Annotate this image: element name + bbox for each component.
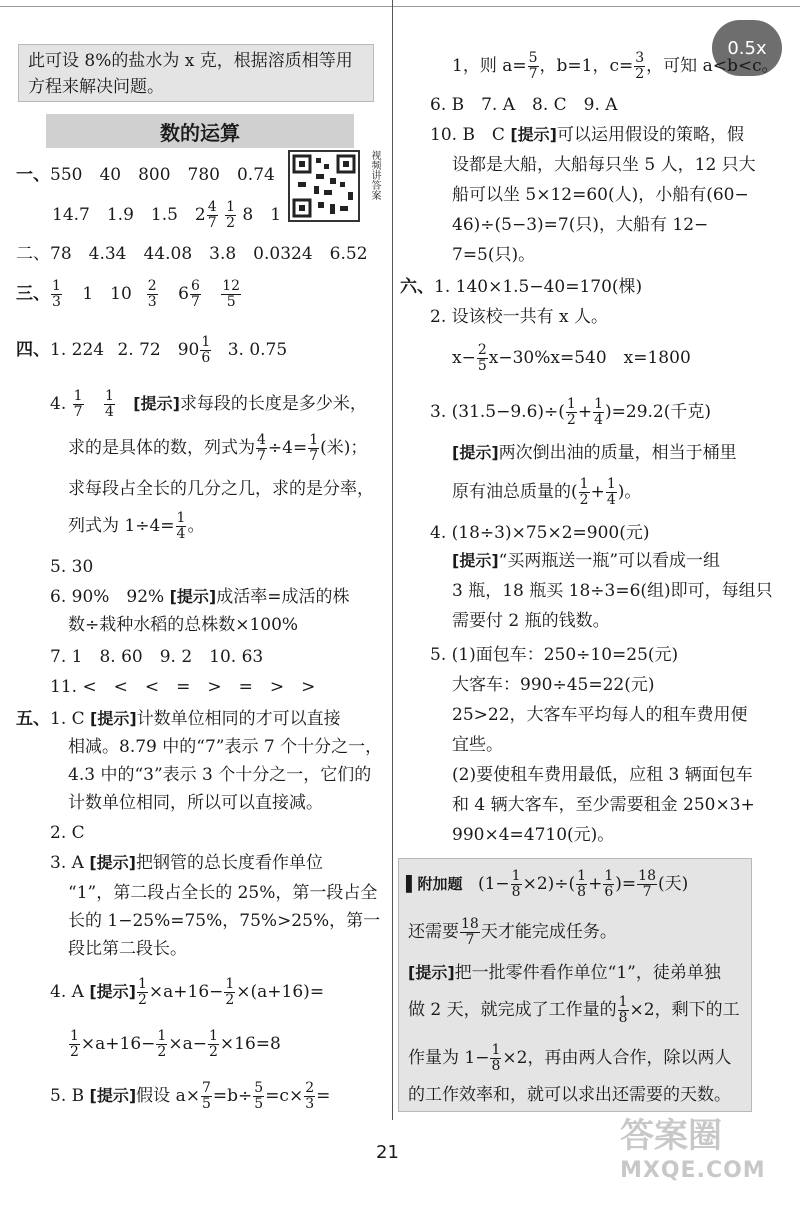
q5: 5. 30 xyxy=(50,557,94,577)
s3-row: 三、 $\frac{1}{3}$ 1 10 $\frac{2}{3}$ 6 $\frac{6}{7}$ $\frac{12}{5}$ xyxy=(16,278,241,310)
s6-q5-row6: 和 4 辆大客车，至少需要租金 250×3+ xyxy=(452,795,755,815)
q11-row: 11. < < < = > = > > xyxy=(50,677,316,697)
r-q10-row4: 46)÷(5−3)=7(只)，大船有 12− xyxy=(452,215,709,235)
s1-row2: 14.7 1.9 1.5 2 $\frac{4}{7}$ $\frac{1}{2}$ 8 1 xyxy=(52,199,282,231)
s6-q5-row3: 25>22，大客车平均每人的租车费用便 xyxy=(452,705,748,725)
s5-q3-row1: 3. A [提示]把钢管的总长度看作单位 xyxy=(50,853,323,873)
q7-row: 7. 1 8. 60 9. 2 10. 63 xyxy=(50,647,264,667)
s6-q2-eq: x− $\frac{2}{5}$ x−30%x=540 x=1800 xyxy=(452,342,691,374)
extra-row5: 作量为 1− $\frac{1}{8}$ ×2，再由两人合作，除以两人 xyxy=(408,1042,732,1074)
fraction: $\frac{1}{2}$ xyxy=(226,199,235,231)
q6-row1: 6. 90% 92% [提示]成活率=成活的株 xyxy=(50,587,350,607)
watermark-logo: 答案圈 MXQE.COM xyxy=(620,1116,766,1183)
s6-q5-row1: 5. (1)面包车：250÷10=25(元) xyxy=(430,645,679,665)
s6-q4-row2: 3 瓶，18 瓶买 18÷3=6(组)即可，每组只 xyxy=(452,581,773,601)
s6-q4: 4. (18÷3)×75×2=900(元) xyxy=(430,523,650,543)
s6-q3-eq: 3. (31.5−9.6)÷( $\frac{1}{2}$ + $\frac{1}{4}$ )=29.2(千克) xyxy=(430,396,711,428)
q6-row2: 数÷栽种水稻的总株数×100% xyxy=(68,615,299,635)
s5-q4-row2: $\frac{1}{2}$ ×a+16− $\frac{1}{2}$ ×a− $\frac{1}{2}$ ×16=8 xyxy=(70,1028,281,1060)
s6-q5-row7: 990×4=4710(元)。 xyxy=(452,825,615,845)
r-q10-row3: 船可以坐 5×12=60(人)，小船有(60− xyxy=(452,185,749,205)
q4-row4: 列式为 1÷4= $\frac{1}{4}$ 。 xyxy=(68,510,205,542)
q4-row2: 求的是具体的数，列式为 $\frac{4}{7}$ ÷4= $\frac{1}{7}$ (米)； xyxy=(68,432,368,464)
intro-line-2: 方程来解决问题。 xyxy=(28,77,164,97)
qr-note: 视频讲答案 xyxy=(369,150,380,200)
r-q10-row2: 设都是大船，大船每只坐 5 人，12 只大 xyxy=(452,155,756,175)
s5-q3-row2: “1”，第二段占全长的 25%，第一段占全 xyxy=(68,883,378,903)
extra-label: ▌附加题 xyxy=(406,875,463,893)
r-row1: 1，则 a= $\frac{5}{7}$ ，b=1，c= $\frac{3}{2}$ ，可知 a<b<c。 xyxy=(452,50,779,82)
s6-q3-hint: [提示]两次倒出油的质量，相当于桶里 xyxy=(452,443,737,463)
s6-q2: 2. 设该校一共有 x 人。 xyxy=(430,307,609,327)
s6-q5-row2: 大客车：990÷45=22(元) xyxy=(452,675,655,695)
s6-q5-row5: (2)要使租车费用最低，应租 3 辆面包车 xyxy=(452,765,753,785)
page-number: 21 xyxy=(376,1142,399,1163)
s6-row1: 六、1. 140×1.5−40=170(棵) xyxy=(400,277,643,297)
s1-label: 一、 xyxy=(16,165,50,185)
q4-row3: 求每段占全长的几分之几，求的是分率， xyxy=(68,479,374,499)
s4-row: 四、1. 224 2. 72 90 $\frac{1}{6}$ 3. 0.75 xyxy=(16,334,288,366)
extra-row3: [提示]把一批零件看作单位“1”，徒弟单独 xyxy=(408,963,721,983)
s1-row1: 一、550 40 800 780 0.74 xyxy=(16,165,275,185)
s5-q3-row3: 长的 1−25%=75%，75%>25%，第一 xyxy=(68,911,381,931)
s6-q3-row2: 原有油总质量的( $\frac{1}{2}$ + $\frac{1}{4}$ )。 xyxy=(452,476,642,508)
s5-row3: 4.3 中的“3”表示 3 个十分之一，它们的 xyxy=(68,765,372,785)
zoom-badge[interactable]: 0.5x xyxy=(712,20,782,76)
fraction: $\frac{4}{7}$ xyxy=(207,199,217,231)
r-q10-row1: 10. B C [提示]可以运用假设的策略，假 xyxy=(430,125,744,145)
s5-q4-row1: 4. A [提示] $\frac{1}{2}$ ×a+16− $\frac{1}{2}$ ×(a+16)= xyxy=(50,976,325,1008)
s5-row4: 计数单位相同，所以可以直接减。 xyxy=(68,793,323,813)
s6-q4-row3: 需要付 2 瓶的钱数。 xyxy=(452,611,610,631)
extra-row2: 还需要 $\frac{18}{7}$ 天才能完成任务。 xyxy=(408,916,617,948)
s5-q5-row: 5. B [提示]假设 a× $\frac{7}{5}$ =b÷ $\frac{5}{5}$ =c× $\frac{2}{3}$ = xyxy=(50,1080,331,1112)
intro-line-1: 此可设 8%的盐水为 x 克，根据溶质相等用 xyxy=(28,51,353,71)
top-rule xyxy=(0,6,800,7)
s5-row2: 相减。8.79 中的“7”表示 7 个十分之一， xyxy=(68,737,383,757)
r-row2: 6. B 7. A 8. C 9. A xyxy=(430,95,618,115)
s5-row1: 五、1. C [提示]计数单位相同的才可以直接 xyxy=(16,709,341,729)
s2-row: 二、78 4.34 44.08 3.8 0.0324 6.52 xyxy=(16,244,368,264)
r-q10-row5: 7=5(只)。 xyxy=(452,245,536,265)
s6-q4-hint: [提示]“买两瓶送一瓶”可以看成一组 xyxy=(452,551,721,571)
s6-q5-row4: 宜些。 xyxy=(452,735,503,755)
extra-row6: 的工作效率和，就可以求出还需要的天数。 xyxy=(408,1085,731,1105)
s5-q2: 2. C xyxy=(50,823,85,843)
column-divider xyxy=(392,0,393,1120)
extra-row1: ▌附加题 (1− $\frac{1}{8}$ ×2)÷( $\frac{1}{8}$ + $\frac{1}{6}$ )= $\frac{18}{7}$ (天) xyxy=(406,868,689,900)
section-title: 数的运算 xyxy=(46,114,354,148)
q4-row1: 4. $\frac{1}{7}$ $\frac{1}{4}$ [提示]求每段的长度是多少米， xyxy=(50,388,367,420)
qr-code-icon[interactable] xyxy=(288,150,360,222)
s5-q3-row4: 段比第二段长。 xyxy=(68,939,187,959)
extra-row4: 做 2 天，就完成了工作量的 $\frac{1}{8}$ ×2，剩下的工 xyxy=(408,994,740,1026)
